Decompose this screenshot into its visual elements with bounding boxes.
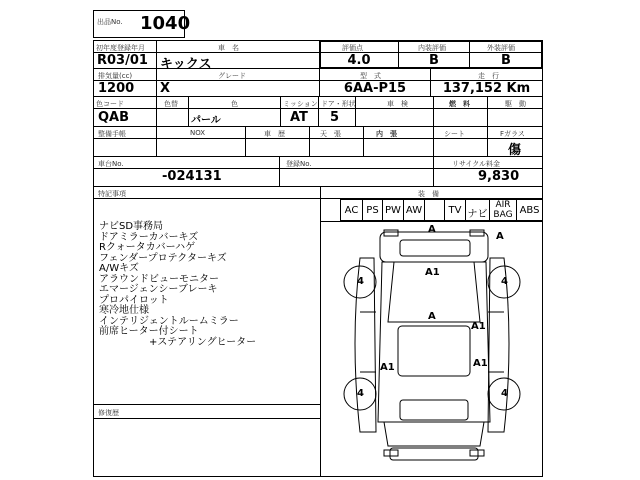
notes-list [99,222,256,348]
eval-label: 評価点 [342,44,363,52]
note-line: 前席ヒーター付シート [99,326,199,337]
grade-label: グレード [218,72,246,80]
lot-label: 出品No. [97,18,123,26]
name-label: 車 名 [218,44,239,52]
note-line: インテリジェントルームミラー [99,315,239,327]
equip-ps: PS [366,205,379,216]
doors-label: ドア・形状 [321,100,356,108]
car-windshield [400,240,470,256]
year-label: 初年度登録年月 [96,44,145,52]
note-line: エマージェンシーブレーキ [99,284,218,295]
car-name: キックス [160,57,212,72]
recycle-label: リサイクル料金 [452,160,501,168]
damage-rear-right: A1 [471,321,486,332]
note-line: ナビSD事務局 [99,221,164,232]
damage-left-mid: A1 [380,362,395,373]
eval-score: 4.0 [347,53,371,68]
glass-value: 傷 [508,143,522,158]
note-line: プロパイロット [99,294,169,306]
damage-roof: A [428,311,436,322]
equip-navi: ナビ [467,209,488,220]
seat-label: シート [444,130,465,138]
chassis-label: 車台No. [98,160,124,168]
transmission: AT [290,110,308,125]
car-damage-diagram [320,222,543,477]
equip-tv: TV [448,205,462,216]
notes-label: 特記事項 [98,190,126,198]
mileage-label: 走 行 [478,72,499,80]
interior-grade: B [429,53,439,68]
interior-label: 内装評価 [418,44,446,52]
recycle-fee: 9,830 [478,169,520,184]
damage-roof-side: A [496,231,504,242]
transmission-label: ミッション [283,100,318,108]
car-rear-window [400,400,468,420]
vehicle-inspection-label: 車 検 [387,100,408,108]
drive-label: 駆 動 [505,100,526,108]
color-code-label: 色コード [96,100,124,108]
displacement-label: 排気量(cc) [98,72,133,80]
equip-ac: AC [344,205,359,216]
damage-hood: A1 [425,267,440,278]
interior-trim-label: 内 張 [376,130,397,138]
lot-number: 1040 [140,13,191,34]
car-rear-bumper [390,448,478,460]
damage-right-lower: A1 [473,358,488,369]
note-line: アラウンドビューモニター [99,273,219,285]
mileage: 137,152 Km [442,81,531,96]
grade: X [160,81,171,96]
equipment-label: 装 備 [418,190,439,198]
car-body-outline [378,262,490,422]
note-line: A/Wキズ [99,263,139,274]
first-registration: R03/01 [97,53,148,68]
repair-history-label: 修復歴 [98,409,119,417]
displacement: 1200 [98,81,135,96]
model-code: 6AA-P15 [343,81,407,96]
color-label: 色 [231,100,238,108]
color-code: QAB [98,110,130,125]
history-label: 車 歴 [264,130,285,138]
equip-pw: PW [385,205,401,216]
equip-abs: ABS [519,205,540,216]
tire-rear-right: 4 [501,388,508,399]
note-line: 寒冷地仕様 [99,305,149,316]
note-line: フェンダープロテクターキズ [99,252,227,264]
car-cabin [398,326,470,376]
fuel-label: 燃 料 [449,100,470,108]
color-change-label: 色替 [164,100,178,108]
chassis-number: -024131 [162,169,222,184]
equip-airbag: AIR BAG [493,200,513,220]
color-name: パール [191,115,221,126]
note-line: +ステアリングヒーター [99,336,257,348]
nox-label: NOX [190,129,206,137]
equip-aw: AW [405,205,423,216]
note-line: ドアミラーカバーキズ [99,231,199,243]
manual-label: 整備手帳 [98,130,126,138]
damage-roof-front: A [428,224,436,235]
doors: 5 [330,110,340,125]
registration-label: 登録No. [286,160,312,168]
exterior-grade: B [501,53,511,68]
car-rear-outline [384,422,484,446]
glass-label: Fガラス [500,130,525,138]
tire-front-right: 4 [501,276,508,287]
roof-liner-label: 天 張 [320,130,341,138]
tire-front-left: 4 [357,276,364,287]
model-label: 型 式 [360,72,381,80]
note-line: Rクォータカバーハゲ [99,242,196,253]
exterior-label: 外装評価 [487,44,515,52]
tire-rear-left: 4 [357,388,364,399]
